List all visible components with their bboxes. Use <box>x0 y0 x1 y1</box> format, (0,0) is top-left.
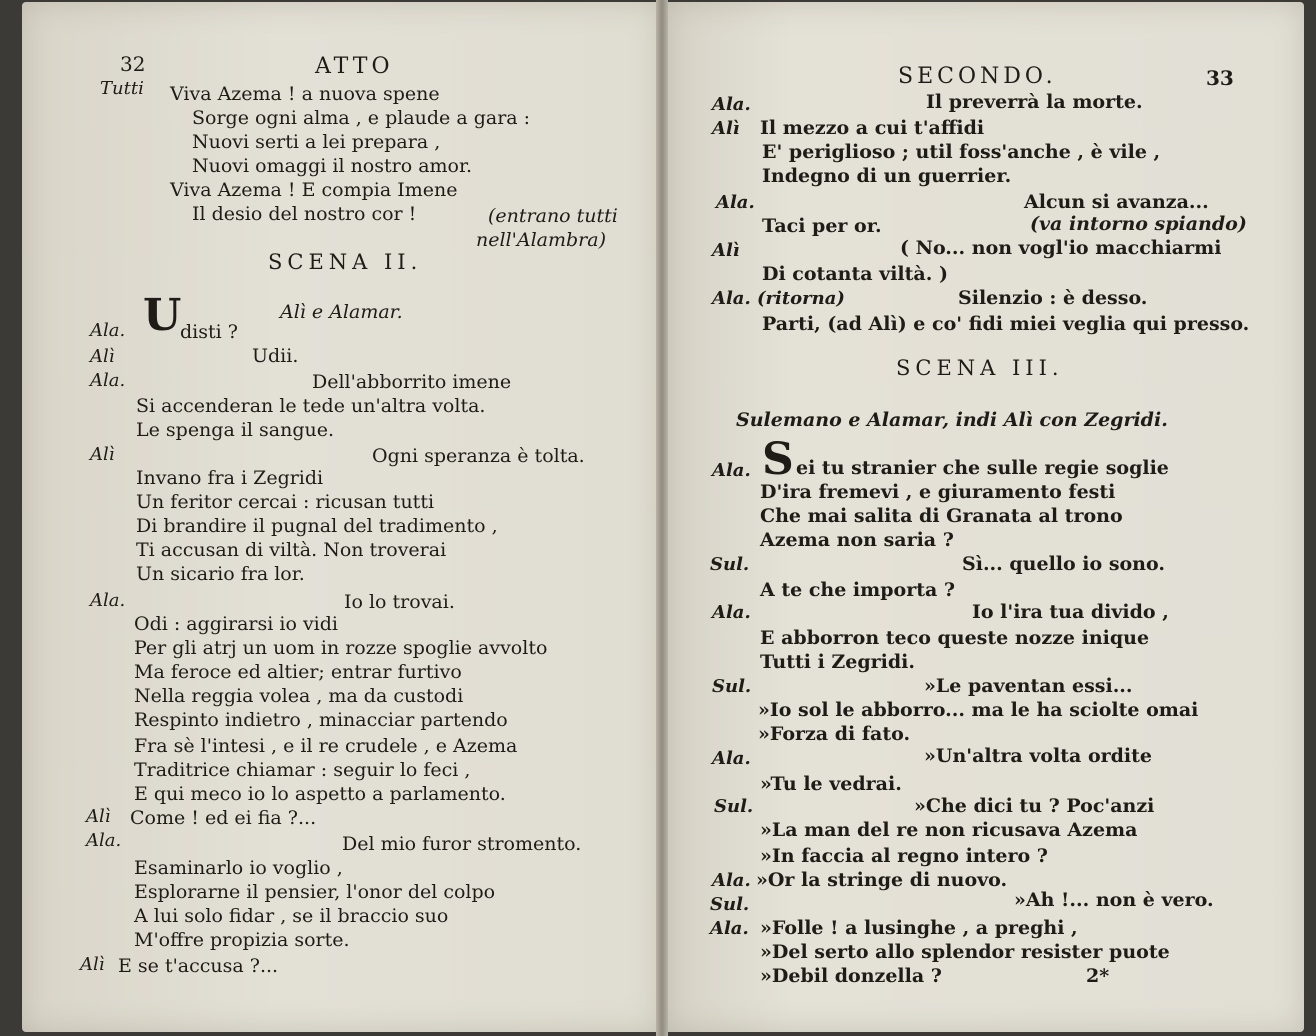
stage-direction: nell'Alambra) <box>476 229 606 251</box>
dialogue-line: Sì... quello io sono. <box>962 553 1165 575</box>
book-gutter <box>656 0 668 1036</box>
scene-title: SCENA II. <box>268 250 423 274</box>
speaker-label: Alì <box>86 806 111 827</box>
speaker-label: Ala. <box>712 460 751 481</box>
speaker-label: Alì <box>80 954 105 975</box>
speaker-label: Ala. <box>710 918 749 939</box>
chorus-line: Viva Azema ! E compia Imene <box>170 179 458 201</box>
dialogue-line: Del mio furor stromento. <box>342 833 582 855</box>
dialogue-line: Taci per or. <box>762 215 882 237</box>
dialogue-line: Di brandire il pugnal del tradimento , <box>136 515 498 537</box>
speaker-label: Ala. <box>712 748 751 769</box>
dialogue-line: Azema non saria ? <box>760 529 954 551</box>
dialogue-line: »La man del re non ricusava Azema <box>760 819 1138 841</box>
dialogue-line: Un sicario fra lor. <box>136 563 305 585</box>
dialogue-line: Invano fra i Zegridi <box>136 467 324 489</box>
speaker-label: Alì <box>90 346 115 367</box>
speaker-label: Ala. <box>712 94 751 115</box>
dialogue-line: »Un'altra volta ordite <box>924 745 1152 767</box>
signature-mark: 2* <box>1086 965 1110 987</box>
dialogue-line: Nella reggia volea , ma da custodi <box>134 685 464 707</box>
dialogue-line: »Che dici tu ? Poc'anzi <box>914 795 1155 817</box>
dialogue-line: Fra sè l'intesi , e il re crudele , e Azema <box>134 735 518 757</box>
speaker-label: Alì <box>90 444 115 465</box>
speaker-label: Sul. <box>710 554 750 575</box>
right-page-number: 33 <box>1206 66 1234 90</box>
dialogue-line: Le spenga il sangue. <box>136 419 335 441</box>
speaker-label: Ala. <box>712 870 751 891</box>
dialogue-line: E qui meco io lo aspetto a parlamento. <box>134 783 506 805</box>
dialogue-line: Ti accusan di viltà. Non troverai <box>136 539 447 561</box>
dialogue-line: Alcun si avanza... <box>1024 191 1209 213</box>
dialogue-line: A te che importa ? <box>760 579 956 601</box>
dialogue-line: Tutti i Zegridi. <box>760 651 916 673</box>
speaker-label: Ala. <box>90 370 126 391</box>
speaker-label: Sul. <box>710 894 750 915</box>
dialogue-line: »Folle ! a lusinghe , a preghi , <box>760 917 1078 939</box>
speaker-label: Ala. <box>86 830 122 851</box>
speaker-label: Sul. <box>714 796 754 817</box>
dialogue-line: D'ira fremevi , e giuramento festi <box>760 481 1116 503</box>
dialogue-line: disti ? <box>180 321 238 343</box>
chorus-line: Nuovi serti a lei prepara , <box>192 131 441 153</box>
dialogue-line: Il preverrà la morte. <box>926 91 1143 113</box>
chorus-line: Viva Azema ! a nuova spene <box>170 83 440 105</box>
dialogue-line: Il mezzo a cui t'affidi <box>760 117 985 139</box>
chorus-line: Sorge ogni alma , e plaude a gara : <box>192 107 531 129</box>
speaker-label: Ala. <box>716 192 755 213</box>
stage-direction: (entrano tutti <box>488 205 618 227</box>
dialogue-line: E se t'accusa ?... <box>118 955 279 977</box>
speaker-label: Alì <box>712 118 740 139</box>
left-page-number: 32 <box>120 52 146 76</box>
dialogue-line: A lui solo fidar , se il braccio suo <box>134 905 449 927</box>
dialogue-line: Io lo trovai. <box>344 591 455 613</box>
chorus-line: Il desio del nostro cor ! <box>192 203 417 225</box>
dialogue-line: ( No... non vogl'io macchiarmi <box>900 237 1222 259</box>
scene-characters: Alì e Alamar. <box>280 301 403 323</box>
scene-characters: Sulemano e Alamar, indi Alì con Zegridi. <box>736 409 1168 431</box>
dialogue-line: Silenzio : è desso. <box>958 287 1148 309</box>
speaker-label: Ala. <box>90 590 126 611</box>
dialogue-line: Che mai salita di Granata al trono <box>760 505 1123 527</box>
dialogue-line: Io l'ira tua divido , <box>972 601 1169 623</box>
dialogue-line: Respinto indietro , minacciar partendo <box>134 709 508 731</box>
stage-direction: (va intorno spiando) <box>1030 213 1247 235</box>
speaker-label: Ala. <box>90 320 126 341</box>
dialogue-line: Esplorarne il pensier, l'onor del colpo <box>134 881 496 903</box>
dialogue-line: »Debil donzella ? <box>760 965 942 987</box>
dialogue-line: »Del serto allo splendor resister puote <box>760 941 1170 963</box>
dialogue-line: Di cotanta viltà. ) <box>762 263 948 285</box>
dialogue-line: »Le paventan essi... <box>924 675 1133 697</box>
scene-title: SCENA III. <box>896 356 1064 380</box>
speaker-label: Ala. <box>712 602 751 623</box>
chorus-line: Nuovi omaggi il nostro amor. <box>192 155 473 177</box>
drop-cap: S <box>762 434 794 485</box>
dialogue-line: Indegno di un guerrier. <box>762 165 1012 187</box>
dialogue-line: ei tu stranier che sulle regie soglie <box>796 457 1169 479</box>
dialogue-line: Odi : aggirarsi io vidi <box>134 613 338 635</box>
dialogue-line: Esaminarlo io voglio , <box>134 857 343 879</box>
dialogue-line: Un feritor cercai : ricusan tutti <box>136 491 435 513</box>
dialogue-line: Ma feroce ed altier; entrar furtivo <box>134 661 462 683</box>
speaker-label: Sul. <box>712 676 752 697</box>
speaker-label: Alì <box>712 240 740 261</box>
dialogue-line: Per gli atrj un uom in rozze spoglie avvolto <box>134 637 548 659</box>
dialogue-line: M'offre propizia sorte. <box>134 929 350 951</box>
dialogue-line: E abborron teco queste nozze inique <box>760 627 1150 649</box>
dialogue-line: »Forza di fato. <box>758 723 911 745</box>
dialogue-line: Dell'abborrito imene <box>312 371 512 393</box>
chorus-speaker: Tutti <box>100 78 144 99</box>
dialogue-line: »Or la stringe di nuovo. <box>756 869 1008 891</box>
left-running-head: ATTO <box>315 54 394 79</box>
speaker-label: Ala. (ritorna) <box>712 288 845 309</box>
right-running-head: SECONDO. <box>898 64 1057 89</box>
dialogue-line: Parti, (ad Alì) e co' fidi miei veglia qui presso. <box>762 313 1250 335</box>
dialogue-line: »Tu le vedrai. <box>760 773 902 795</box>
dialogue-line: »In faccia al regno intero ? <box>760 845 1048 867</box>
dialogue-line: Traditrice chiamar : seguir lo feci , <box>134 759 471 781</box>
dialogue-line: E' periglioso ; util foss'anche , è vile , <box>762 141 1161 163</box>
dialogue-line: »Io sol le abborro... ma le ha sciolte omai <box>758 699 1199 721</box>
dialogue-line: Come ! ed ei fia ?... <box>130 807 317 829</box>
dialogue-line: Si accenderan le tede un'altra volta. <box>136 395 486 417</box>
dialogue-line: Udii. <box>252 345 299 367</box>
dialogue-line: Ogni speranza è tolta. <box>372 445 585 467</box>
dialogue-line: »Ah !... non è vero. <box>1014 889 1214 911</box>
drop-cap: U <box>143 290 182 341</box>
